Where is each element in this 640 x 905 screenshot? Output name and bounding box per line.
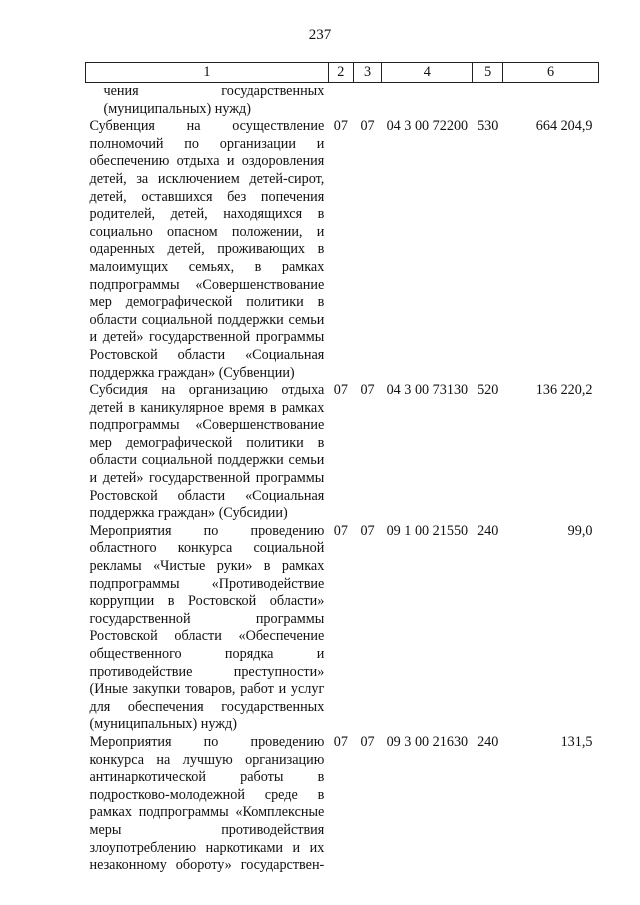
table-row: [86, 118, 599, 382]
column-header-2: 2: [328, 63, 353, 83]
column-header-5: 5: [473, 63, 503, 83]
row-target-code: 04 3 00 73130: [386, 382, 469, 399]
row-sum: 136 220,2: [535, 382, 593, 399]
row-sum: 99,0: [567, 522, 593, 539]
row-section: 07: [333, 522, 348, 539]
row-description: Субсидия на организацию отдыха детей в каникулярное время в рамках подпрограммы «Совершенствование мер демографической политики в области социальной поддержки семьи и детей» государственной программы Ростовской области «Социальная поддержка граждан» (Субсидии): [89, 382, 325, 522]
table-header-row: [86, 63, 599, 83]
row-section: 07: [333, 733, 348, 750]
budget-table: [85, 62, 599, 875]
page-number: 237: [308, 27, 332, 43]
column-header-4: 4: [382, 63, 473, 83]
row-subsection: 07: [360, 733, 375, 750]
column-header-1: 1: [86, 63, 329, 83]
row-section: 07: [333, 118, 348, 135]
row-subsection: 07: [360, 382, 375, 399]
table-row-continuation: [86, 83, 599, 119]
row-sum: 664 204,9: [535, 118, 593, 135]
row-expense-type: 240: [477, 733, 499, 750]
row-description: Субвенция на осуществление полномочий по организации и обеспечению отдыха и оздоровления детей, за исключением детей-сирот, детей, оставшихся без попечения родителей, детей, находящихся в социально опасном положении, и одаренных детей, проживающих в малоимущих семьях, в рамках подпрограммы «Совершенствование мер демографической политики в области социальной поддержки семьи и детей» государственной программы Ростовской области «Социальная поддержка граждан» (Субвенции): [89, 118, 325, 381]
row-expense-type: 240: [477, 522, 499, 539]
table-row: [86, 734, 599, 875]
row-section: 07: [333, 382, 348, 399]
row-target-code: 09 1 00 21550: [386, 522, 469, 539]
row-expense-type: 520: [477, 382, 499, 399]
row-target-code: 04 3 00 72200: [386, 118, 469, 135]
table-row: [86, 382, 599, 523]
table-row: [86, 523, 599, 734]
row-target-code: 09 3 00 21630: [386, 733, 469, 750]
column-header-3: 3: [353, 63, 381, 83]
row-description: чения государственных (муниципальных) нужд): [103, 83, 325, 117]
row-sum: 131,5: [560, 733, 593, 750]
row-subsection: 07: [360, 118, 375, 135]
column-header-6: 6: [502, 63, 598, 83]
row-expense-type: 530: [477, 118, 499, 135]
row-description: Мероприятия по проведению конкурса на лучшую организацию антинаркотической работы в подростково-молодежной среде в рамках подпрограммы «Комплексные меры противодействия злоупотреблению наркотиками и их незаконному обороту» государствен-: [89, 733, 325, 874]
row-subsection: 07: [360, 522, 375, 539]
row-description: Мероприятия по проведению областного конкурса социальной рекламы «Чистые руки» в рамках подпрограммы «Противодействие коррупции в Ростовской области» государственной программы Ростовской области «Обеспечение общественного порядка и противодействие преступности» (Иные закупки товаров, работ и услуг для обеспечения государственных (муниципальных) нужд): [89, 522, 325, 733]
